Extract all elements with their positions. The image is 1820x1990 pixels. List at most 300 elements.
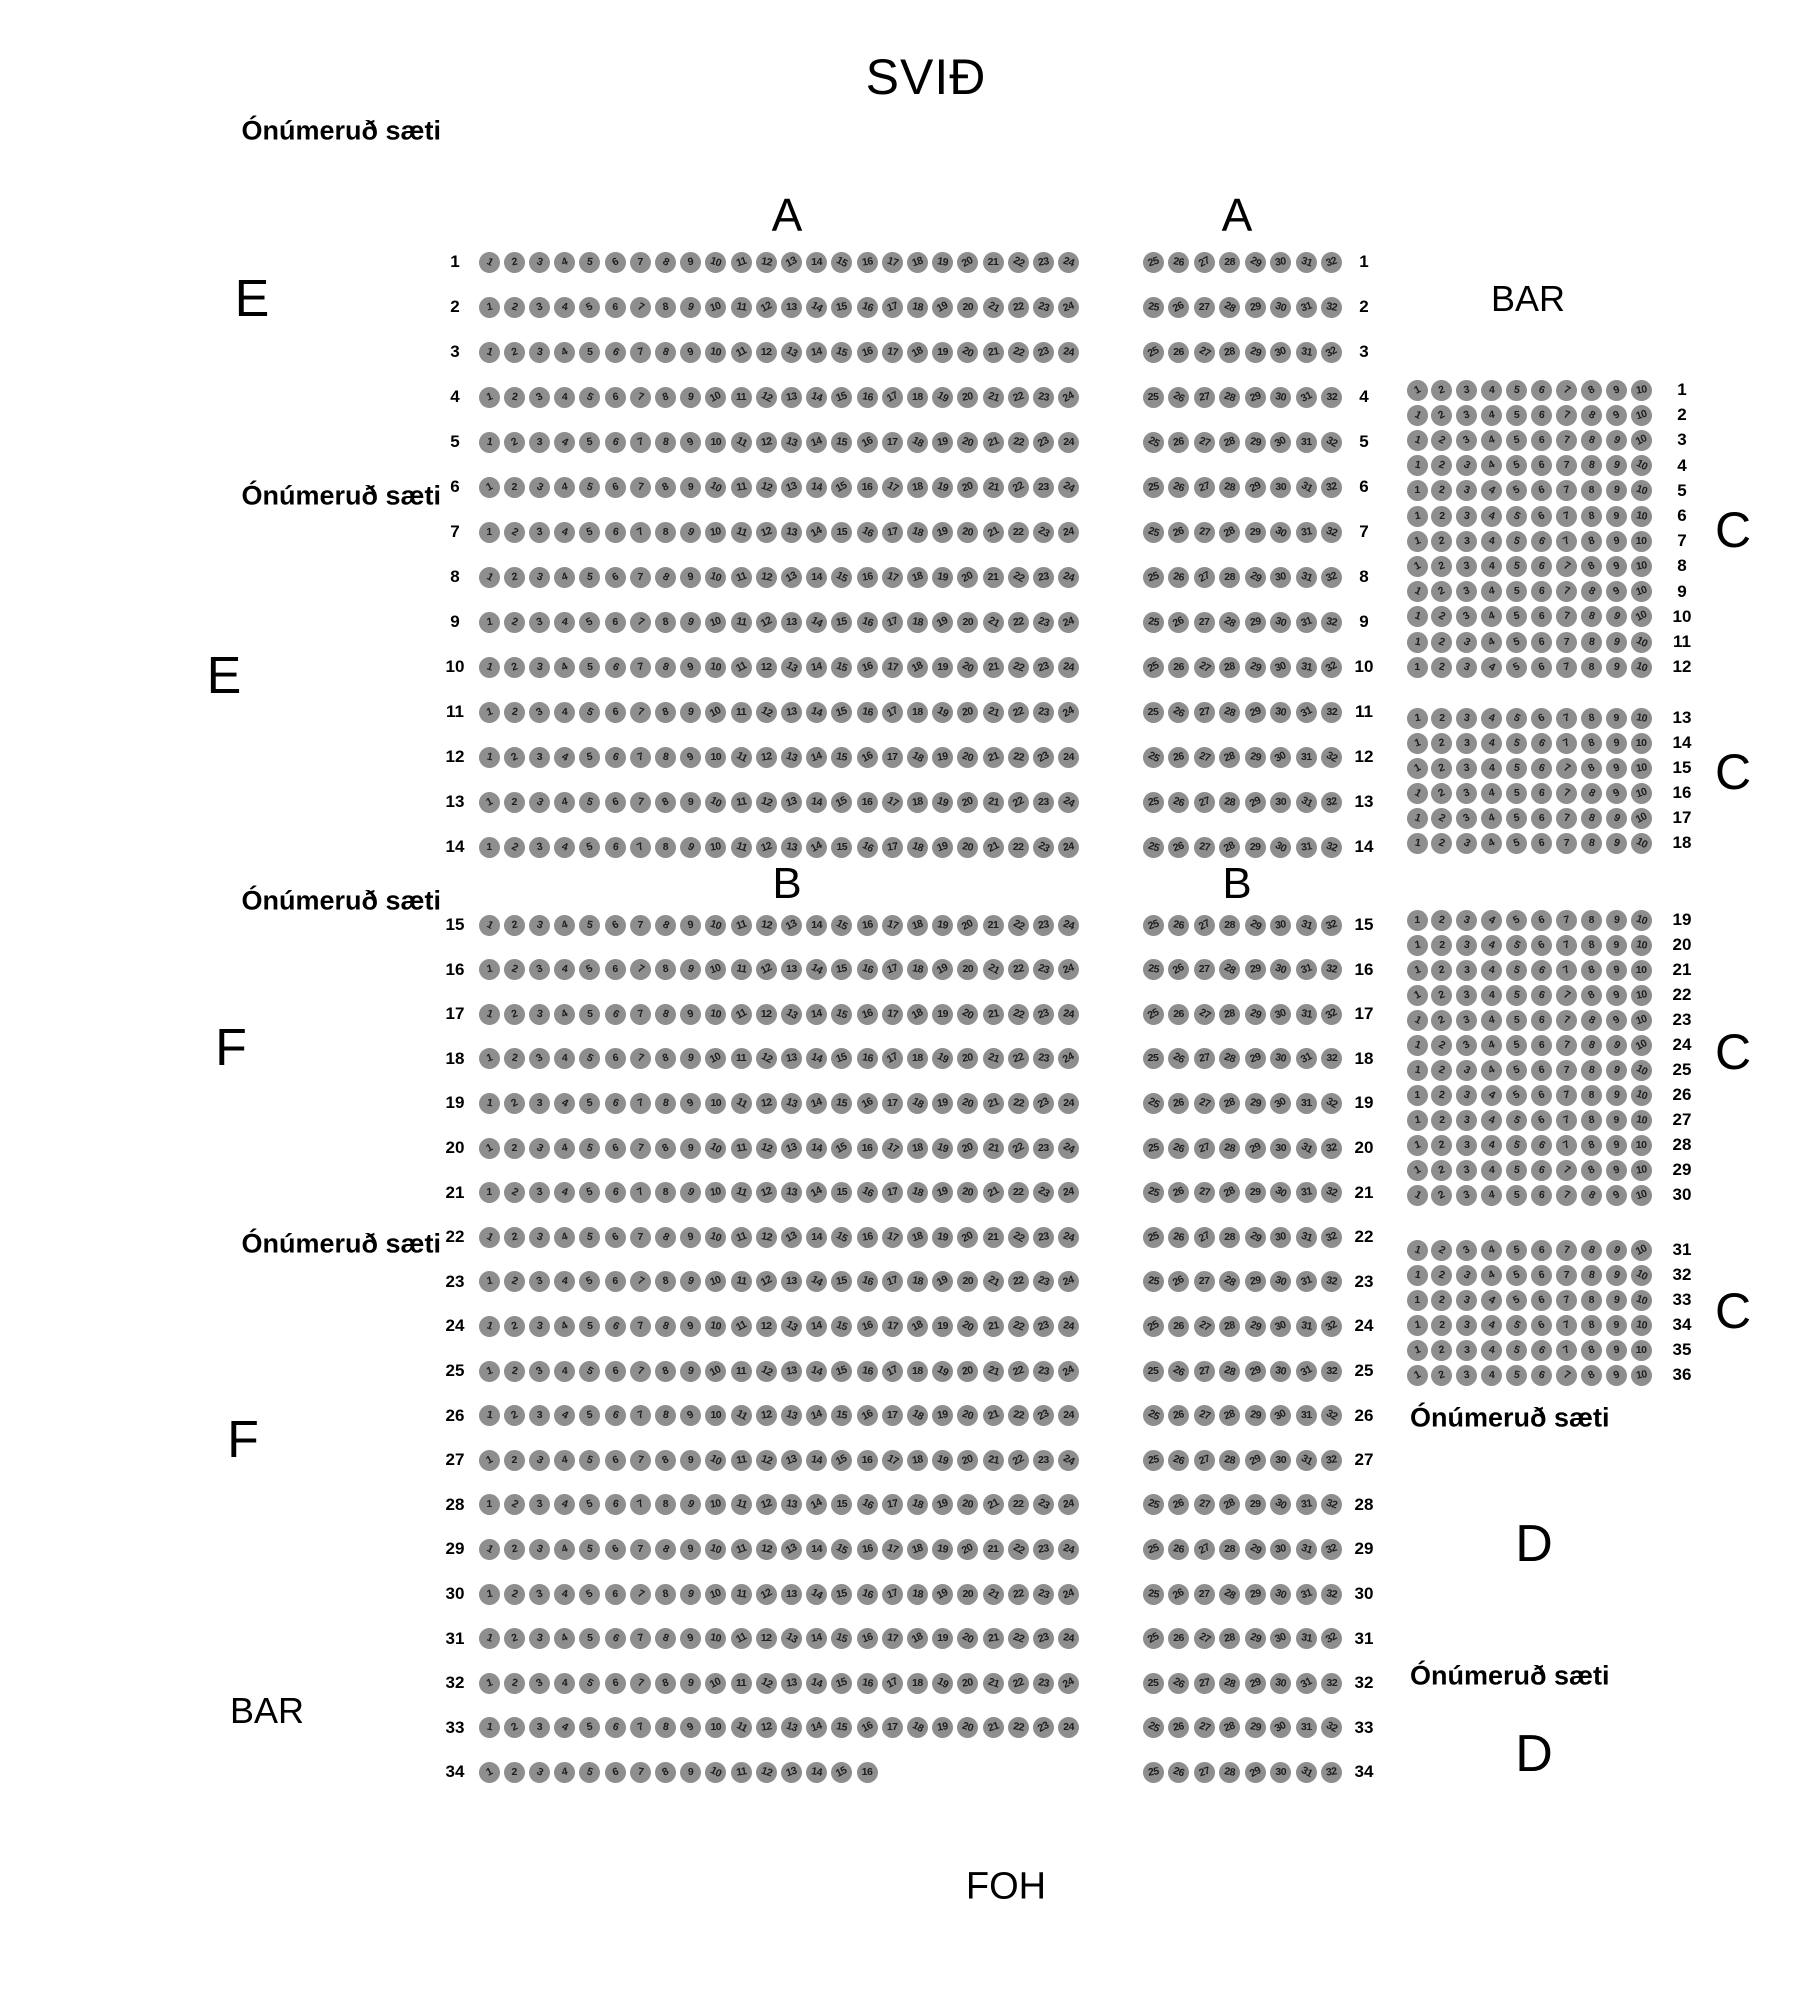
- seat[interactable]: 31: [1294, 1627, 1318, 1651]
- seat[interactable]: 8: [1578, 730, 1604, 756]
- seat[interactable]: 6: [1528, 755, 1554, 781]
- seat[interactable]: 23: [1031, 1047, 1055, 1071]
- seat[interactable]: 25: [1139, 1624, 1167, 1652]
- seat[interactable]: 18: [905, 1136, 929, 1160]
- seat[interactable]: 8: [655, 1182, 676, 1203]
- seat[interactable]: 4: [554, 1361, 575, 1382]
- seat[interactable]: 5: [1505, 1363, 1529, 1387]
- seat[interactable]: 1: [476, 384, 502, 410]
- seat[interactable]: 9: [676, 743, 704, 771]
- seat[interactable]: 22: [1005, 1670, 1031, 1696]
- seat[interactable]: 22: [1005, 339, 1031, 365]
- seat[interactable]: 25: [1140, 1536, 1166, 1562]
- seat[interactable]: 14: [803, 1046, 829, 1072]
- seat[interactable]: 32: [1320, 1582, 1344, 1606]
- seat[interactable]: 7: [630, 915, 651, 936]
- seat[interactable]: 28: [1218, 1760, 1242, 1784]
- seat[interactable]: 11: [729, 295, 753, 319]
- seat[interactable]: 10: [1629, 1363, 1653, 1387]
- seat[interactable]: 27: [1194, 1271, 1215, 1292]
- seat[interactable]: 6: [602, 1090, 628, 1116]
- seat[interactable]: 21: [981, 1002, 1005, 1026]
- seat[interactable]: 1: [1403, 754, 1431, 782]
- seat[interactable]: 23: [1029, 743, 1057, 771]
- seat[interactable]: 31: [1292, 698, 1320, 726]
- seat[interactable]: 9: [676, 833, 704, 861]
- seat[interactable]: 1: [1405, 706, 1429, 730]
- seat[interactable]: 20: [955, 474, 981, 500]
- seat[interactable]: 1: [475, 473, 503, 501]
- seat[interactable]: 14: [803, 384, 829, 410]
- seat[interactable]: 5: [1506, 783, 1527, 804]
- seat[interactable]: 13: [777, 248, 805, 276]
- seat[interactable]: 5: [576, 383, 604, 411]
- seat[interactable]: 5: [577, 1179, 603, 1205]
- seat[interactable]: 10: [1628, 478, 1654, 504]
- seat[interactable]: 22: [1004, 1535, 1032, 1563]
- seat[interactable]: 7: [1552, 1156, 1580, 1184]
- seat[interactable]: 32: [1318, 1624, 1346, 1652]
- seat[interactable]: 2: [1428, 779, 1456, 807]
- seat[interactable]: 12: [753, 1179, 779, 1205]
- seat[interactable]: 27: [1191, 1135, 1217, 1161]
- seat[interactable]: 11: [728, 834, 754, 860]
- seat[interactable]: 5: [578, 430, 602, 454]
- seat[interactable]: 8: [1577, 1006, 1605, 1034]
- seat[interactable]: 21: [979, 608, 1007, 636]
- seat[interactable]: 29: [1243, 1270, 1267, 1294]
- seat[interactable]: 15: [829, 1670, 855, 1696]
- seat[interactable]: 23: [1030, 609, 1056, 635]
- seat[interactable]: 25: [1140, 1179, 1166, 1205]
- seat[interactable]: 1: [1407, 910, 1428, 931]
- seat[interactable]: 24: [1057, 1181, 1081, 1205]
- seat[interactable]: 17: [882, 1405, 903, 1426]
- seat[interactable]: 4: [550, 428, 578, 456]
- seat[interactable]: 27: [1190, 1624, 1218, 1652]
- seat[interactable]: 32: [1320, 958, 1344, 982]
- seat[interactable]: 9: [1603, 982, 1629, 1008]
- seat[interactable]: 5: [1503, 1337, 1529, 1363]
- seat[interactable]: 12: [752, 608, 780, 636]
- seat[interactable]: 13: [779, 1047, 803, 1071]
- seat[interactable]: 2: [500, 518, 528, 546]
- seat[interactable]: 2: [501, 654, 527, 680]
- seat[interactable]: 9: [1604, 529, 1628, 553]
- seat[interactable]: 24: [1058, 1717, 1079, 1738]
- seat[interactable]: 14: [806, 1539, 827, 1560]
- seat[interactable]: 32: [1320, 295, 1344, 319]
- seat[interactable]: 24: [1054, 1446, 1082, 1474]
- seat[interactable]: 24: [1055, 1224, 1081, 1250]
- seat[interactable]: 2: [1428, 1181, 1456, 1209]
- seat[interactable]: 4: [1481, 556, 1502, 577]
- seat[interactable]: 25: [1139, 1089, 1167, 1117]
- seat[interactable]: 19: [928, 1045, 956, 1073]
- seat[interactable]: 16: [855, 1671, 879, 1695]
- seat[interactable]: 1: [476, 699, 502, 725]
- seat[interactable]: 11: [729, 1136, 753, 1160]
- seat[interactable]: 8: [651, 911, 679, 939]
- seat[interactable]: 26: [1165, 834, 1191, 860]
- seat[interactable]: 19: [929, 1179, 955, 1205]
- seat[interactable]: 7: [627, 699, 653, 725]
- seat[interactable]: 7: [1552, 1336, 1580, 1364]
- seat[interactable]: 23: [1033, 1138, 1054, 1159]
- seat[interactable]: 14: [806, 567, 827, 588]
- seat[interactable]: 22: [1004, 1134, 1032, 1162]
- seat[interactable]: 26: [1167, 1716, 1191, 1740]
- seat[interactable]: 25: [1140, 1224, 1166, 1250]
- seat[interactable]: 3: [525, 788, 553, 816]
- seat[interactable]: 11: [729, 958, 753, 982]
- seat[interactable]: 19: [928, 955, 956, 983]
- seat[interactable]: 30: [1269, 700, 1293, 724]
- seat[interactable]: 13: [777, 1312, 805, 1340]
- seat[interactable]: 28: [1218, 790, 1242, 814]
- seat[interactable]: 8: [1578, 528, 1604, 554]
- seat[interactable]: 10: [704, 520, 728, 544]
- seat[interactable]: 29: [1243, 1716, 1267, 1740]
- seat[interactable]: 5: [1506, 1185, 1527, 1206]
- seat[interactable]: 10: [703, 912, 729, 938]
- seat[interactable]: 3: [525, 1045, 553, 1073]
- seat[interactable]: 22: [1005, 699, 1031, 725]
- seat[interactable]: 19: [928, 1357, 956, 1385]
- seat[interactable]: 31: [1296, 432, 1317, 453]
- seat[interactable]: 9: [1603, 629, 1629, 655]
- seat[interactable]: 20: [956, 835, 980, 859]
- seat[interactable]: 3: [527, 655, 551, 679]
- seat[interactable]: 31: [1294, 835, 1318, 859]
- seat[interactable]: 9: [679, 1671, 703, 1695]
- seat[interactable]: 4: [1480, 781, 1504, 805]
- seat[interactable]: 15: [829, 1046, 855, 1072]
- seat[interactable]: 32: [1318, 1312, 1346, 1340]
- seat[interactable]: 1: [1404, 1237, 1430, 1263]
- seat[interactable]: 24: [1054, 788, 1082, 816]
- seat[interactable]: 30: [1268, 1001, 1294, 1027]
- seat[interactable]: 20: [954, 563, 982, 591]
- seat[interactable]: 32: [1318, 338, 1346, 366]
- seat[interactable]: 24: [1057, 1314, 1081, 1338]
- seat[interactable]: 3: [526, 912, 552, 938]
- seat[interactable]: 5: [1503, 629, 1529, 655]
- seat[interactable]: 8: [1577, 376, 1605, 404]
- seat[interactable]: 2: [501, 609, 527, 635]
- seat[interactable]: 20: [956, 1047, 980, 1071]
- seat[interactable]: 16: [857, 792, 878, 813]
- seat[interactable]: 8: [651, 563, 679, 591]
- seat[interactable]: 16: [855, 250, 879, 274]
- seat[interactable]: 29: [1243, 745, 1267, 769]
- seat[interactable]: 10: [702, 1357, 730, 1385]
- seat[interactable]: 16: [855, 565, 879, 589]
- seat[interactable]: 30: [1269, 250, 1293, 274]
- seat[interactable]: 5: [1503, 1132, 1529, 1158]
- seat[interactable]: 26: [1164, 1580, 1192, 1608]
- seat[interactable]: 9: [677, 1001, 703, 1027]
- seat[interactable]: 7: [630, 1539, 651, 1560]
- seat[interactable]: 7: [1553, 705, 1579, 731]
- seat[interactable]: 11: [729, 475, 753, 499]
- seat[interactable]: 2: [1430, 1133, 1454, 1157]
- seat[interactable]: 23: [1031, 1359, 1055, 1383]
- seat[interactable]: 27: [1191, 1090, 1217, 1116]
- seat[interactable]: 12: [754, 1404, 778, 1428]
- seat[interactable]: 14: [803, 1715, 829, 1741]
- seat[interactable]: 12: [756, 1628, 777, 1649]
- seat[interactable]: 3: [1453, 1031, 1481, 1059]
- seat[interactable]: 23: [1029, 1178, 1057, 1206]
- seat[interactable]: 29: [1245, 522, 1266, 543]
- seat[interactable]: 29: [1242, 384, 1268, 410]
- seat[interactable]: 12: [753, 834, 779, 860]
- seat[interactable]: 21: [979, 293, 1007, 321]
- seat[interactable]: 2: [1431, 1110, 1452, 1131]
- seat[interactable]: 31: [1292, 1045, 1320, 1073]
- seat[interactable]: 32: [1320, 610, 1344, 634]
- seat[interactable]: 11: [731, 702, 752, 723]
- seat[interactable]: 9: [679, 250, 703, 274]
- seat[interactable]: 9: [676, 518, 704, 546]
- seat[interactable]: 13: [779, 1671, 803, 1695]
- seat[interactable]: 24: [1055, 1536, 1081, 1562]
- seat[interactable]: 26: [1167, 1537, 1191, 1561]
- seat[interactable]: 26: [1167, 745, 1191, 769]
- seat[interactable]: 20: [954, 248, 982, 276]
- seat[interactable]: 24: [1054, 1357, 1082, 1385]
- seat[interactable]: 30: [1269, 1359, 1293, 1383]
- seat[interactable]: 29: [1241, 563, 1269, 591]
- seat[interactable]: 31: [1293, 1536, 1319, 1562]
- seat[interactable]: 29: [1245, 1494, 1266, 1515]
- seat[interactable]: 2: [1429, 629, 1455, 655]
- seat[interactable]: 26: [1164, 1357, 1192, 1385]
- seat[interactable]: 21: [979, 1580, 1007, 1608]
- seat[interactable]: 26: [1165, 519, 1191, 545]
- seat[interactable]: 22: [1006, 1091, 1030, 1115]
- seat[interactable]: 13: [778, 474, 804, 500]
- seat[interactable]: 4: [550, 1312, 578, 1340]
- seat[interactable]: 3: [1456, 960, 1477, 981]
- seat[interactable]: 30: [1268, 609, 1294, 635]
- seat[interactable]: 13: [778, 1135, 804, 1161]
- seat[interactable]: 28: [1219, 915, 1240, 936]
- seat[interactable]: 17: [878, 1446, 906, 1474]
- seat[interactable]: 24: [1054, 1134, 1082, 1162]
- seat[interactable]: 26: [1164, 1268, 1192, 1296]
- seat[interactable]: 32: [1318, 1000, 1346, 1028]
- seat[interactable]: 19: [929, 789, 955, 815]
- seat[interactable]: 2: [502, 385, 526, 409]
- seat[interactable]: 3: [1455, 1108, 1479, 1132]
- seat[interactable]: 13: [778, 1447, 804, 1473]
- seat[interactable]: 29: [1242, 1001, 1268, 1027]
- seat[interactable]: 12: [754, 1225, 778, 1249]
- seat[interactable]: 20: [954, 1000, 982, 1028]
- seat[interactable]: 2: [502, 700, 526, 724]
- seat[interactable]: 26: [1167, 1404, 1191, 1428]
- seat[interactable]: 19: [931, 913, 955, 937]
- seat[interactable]: 18: [903, 1000, 931, 1028]
- seat[interactable]: 25: [1139, 1714, 1167, 1742]
- seat[interactable]: 13: [781, 612, 802, 633]
- seat[interactable]: 9: [1602, 426, 1630, 454]
- seat[interactable]: 10: [1629, 504, 1653, 528]
- seat[interactable]: 21: [980, 744, 1006, 770]
- seat[interactable]: 16: [853, 518, 881, 546]
- seat[interactable]: 10: [1627, 804, 1655, 832]
- seat[interactable]: 5: [1505, 983, 1529, 1007]
- seat[interactable]: 21: [979, 518, 1007, 546]
- seat[interactable]: 16: [854, 294, 880, 320]
- seat[interactable]: 25: [1143, 1361, 1164, 1382]
- seat[interactable]: 2: [500, 1714, 528, 1742]
- seat[interactable]: 2: [500, 1178, 528, 1206]
- seat[interactable]: 31: [1293, 249, 1319, 275]
- seat[interactable]: 17: [879, 956, 905, 982]
- seat[interactable]: 2: [1429, 377, 1455, 403]
- seat[interactable]: 11: [727, 338, 755, 366]
- seat[interactable]: 21: [983, 915, 1004, 936]
- seat[interactable]: 15: [829, 1625, 855, 1651]
- seat[interactable]: 11: [731, 1673, 752, 1694]
- seat[interactable]: 2: [502, 1225, 526, 1249]
- seat[interactable]: 31: [1294, 1314, 1318, 1338]
- seat[interactable]: 31: [1293, 1269, 1319, 1295]
- seat[interactable]: 16: [853, 743, 881, 771]
- seat[interactable]: 32: [1319, 519, 1345, 545]
- seat[interactable]: 22: [1005, 1313, 1031, 1339]
- seat[interactable]: 28: [1218, 1002, 1242, 1026]
- seat[interactable]: 3: [525, 1758, 553, 1786]
- seat[interactable]: 19: [929, 1135, 955, 1161]
- seat[interactable]: 3: [1454, 1082, 1480, 1108]
- seat[interactable]: 5: [1505, 1158, 1529, 1182]
- seat[interactable]: 7: [630, 567, 651, 588]
- seat[interactable]: 2: [500, 743, 528, 771]
- seat[interactable]: 10: [1631, 1340, 1652, 1361]
- seat[interactable]: 14: [803, 699, 829, 725]
- seat[interactable]: 32: [1320, 1136, 1344, 1160]
- seat[interactable]: 3: [525, 1669, 553, 1697]
- seat[interactable]: 11: [731, 387, 752, 408]
- seat[interactable]: 4: [553, 610, 577, 634]
- seat[interactable]: 17: [880, 1002, 904, 1026]
- seat[interactable]: 8: [651, 1223, 679, 1251]
- seat[interactable]: 30: [1269, 385, 1293, 409]
- seat[interactable]: 29: [1242, 1046, 1268, 1072]
- seat[interactable]: 5: [578, 1716, 602, 1740]
- seat[interactable]: 10: [1628, 1082, 1654, 1108]
- seat[interactable]: 24: [1055, 1269, 1081, 1295]
- seat[interactable]: 10: [704, 1314, 728, 1338]
- seat[interactable]: 7: [1553, 780, 1579, 806]
- seat[interactable]: 19: [929, 1492, 955, 1518]
- seat[interactable]: 30: [1269, 1225, 1293, 1249]
- seat[interactable]: 7: [627, 1670, 653, 1696]
- seat[interactable]: 19: [928, 1268, 956, 1296]
- seat[interactable]: 24: [1054, 473, 1082, 501]
- seat[interactable]: 32: [1320, 790, 1344, 814]
- seat[interactable]: 2: [500, 1401, 528, 1429]
- seat[interactable]: 1: [1407, 657, 1428, 678]
- seat[interactable]: 13: [777, 563, 805, 591]
- seat[interactable]: 22: [1004, 1446, 1032, 1474]
- seat[interactable]: 12: [756, 657, 777, 678]
- seat[interactable]: 7: [1554, 1033, 1578, 1057]
- seat[interactable]: 21: [983, 1227, 1004, 1248]
- seat[interactable]: 28: [1219, 252, 1240, 273]
- seat[interactable]: 4: [553, 1582, 577, 1606]
- seat[interactable]: 25: [1140, 834, 1166, 860]
- seat[interactable]: 30: [1268, 1581, 1294, 1607]
- seat[interactable]: 30: [1267, 428, 1295, 456]
- seat[interactable]: 4: [551, 249, 577, 275]
- seat[interactable]: 29: [1243, 295, 1267, 319]
- seat[interactable]: 15: [830, 1270, 854, 1294]
- seat[interactable]: 1: [1407, 1290, 1428, 1311]
- seat[interactable]: 6: [602, 1402, 628, 1428]
- seat[interactable]: 2: [1430, 479, 1454, 503]
- seat[interactable]: 9: [1604, 1288, 1628, 1312]
- seat[interactable]: 24: [1058, 432, 1079, 453]
- seat[interactable]: 9: [1604, 1338, 1628, 1362]
- seat[interactable]: 26: [1167, 565, 1191, 589]
- seat[interactable]: 4: [553, 958, 577, 982]
- seat[interactable]: 7: [1554, 1083, 1578, 1107]
- seat[interactable]: 22: [1006, 610, 1030, 634]
- seat[interactable]: 28: [1216, 1046, 1242, 1072]
- seat[interactable]: 1: [1403, 552, 1431, 580]
- seat[interactable]: 8: [651, 788, 679, 816]
- seat[interactable]: 15: [831, 1182, 852, 1203]
- seat[interactable]: 30: [1267, 743, 1295, 771]
- seat[interactable]: 6: [602, 1759, 628, 1785]
- seat[interactable]: 23: [1031, 913, 1055, 937]
- seat[interactable]: 24: [1055, 609, 1081, 635]
- seat[interactable]: 13: [778, 429, 804, 455]
- seat[interactable]: 6: [603, 1047, 627, 1071]
- seat[interactable]: 2: [1430, 1338, 1454, 1362]
- seat[interactable]: 10: [703, 1269, 729, 1295]
- seat[interactable]: 11: [727, 653, 755, 681]
- seat[interactable]: 18: [905, 1448, 929, 1472]
- seat[interactable]: 2: [502, 1537, 526, 1561]
- seat[interactable]: 27: [1190, 653, 1218, 681]
- seat[interactable]: 8: [1581, 1085, 1602, 1106]
- seat[interactable]: 7: [628, 655, 652, 679]
- seat[interactable]: 10: [705, 1717, 726, 1738]
- seat[interactable]: 2: [1431, 506, 1452, 527]
- seat[interactable]: 6: [1527, 956, 1555, 984]
- seat[interactable]: 18: [904, 1179, 930, 1205]
- seat[interactable]: 9: [1602, 1031, 1630, 1059]
- seat[interactable]: 10: [704, 655, 728, 679]
- seat[interactable]: 14: [805, 655, 829, 679]
- seat[interactable]: 4: [550, 653, 578, 681]
- seat[interactable]: 11: [728, 1492, 754, 1518]
- seat[interactable]: 18: [903, 1714, 931, 1742]
- seat[interactable]: 18: [907, 1048, 928, 1069]
- seat[interactable]: 8: [1579, 1058, 1603, 1082]
- seat[interactable]: 18: [903, 338, 931, 366]
- seat[interactable]: 10: [703, 294, 729, 320]
- seat[interactable]: 29: [1241, 1758, 1269, 1786]
- seat[interactable]: 23: [1030, 1001, 1056, 1027]
- seat[interactable]: 4: [550, 1000, 578, 1028]
